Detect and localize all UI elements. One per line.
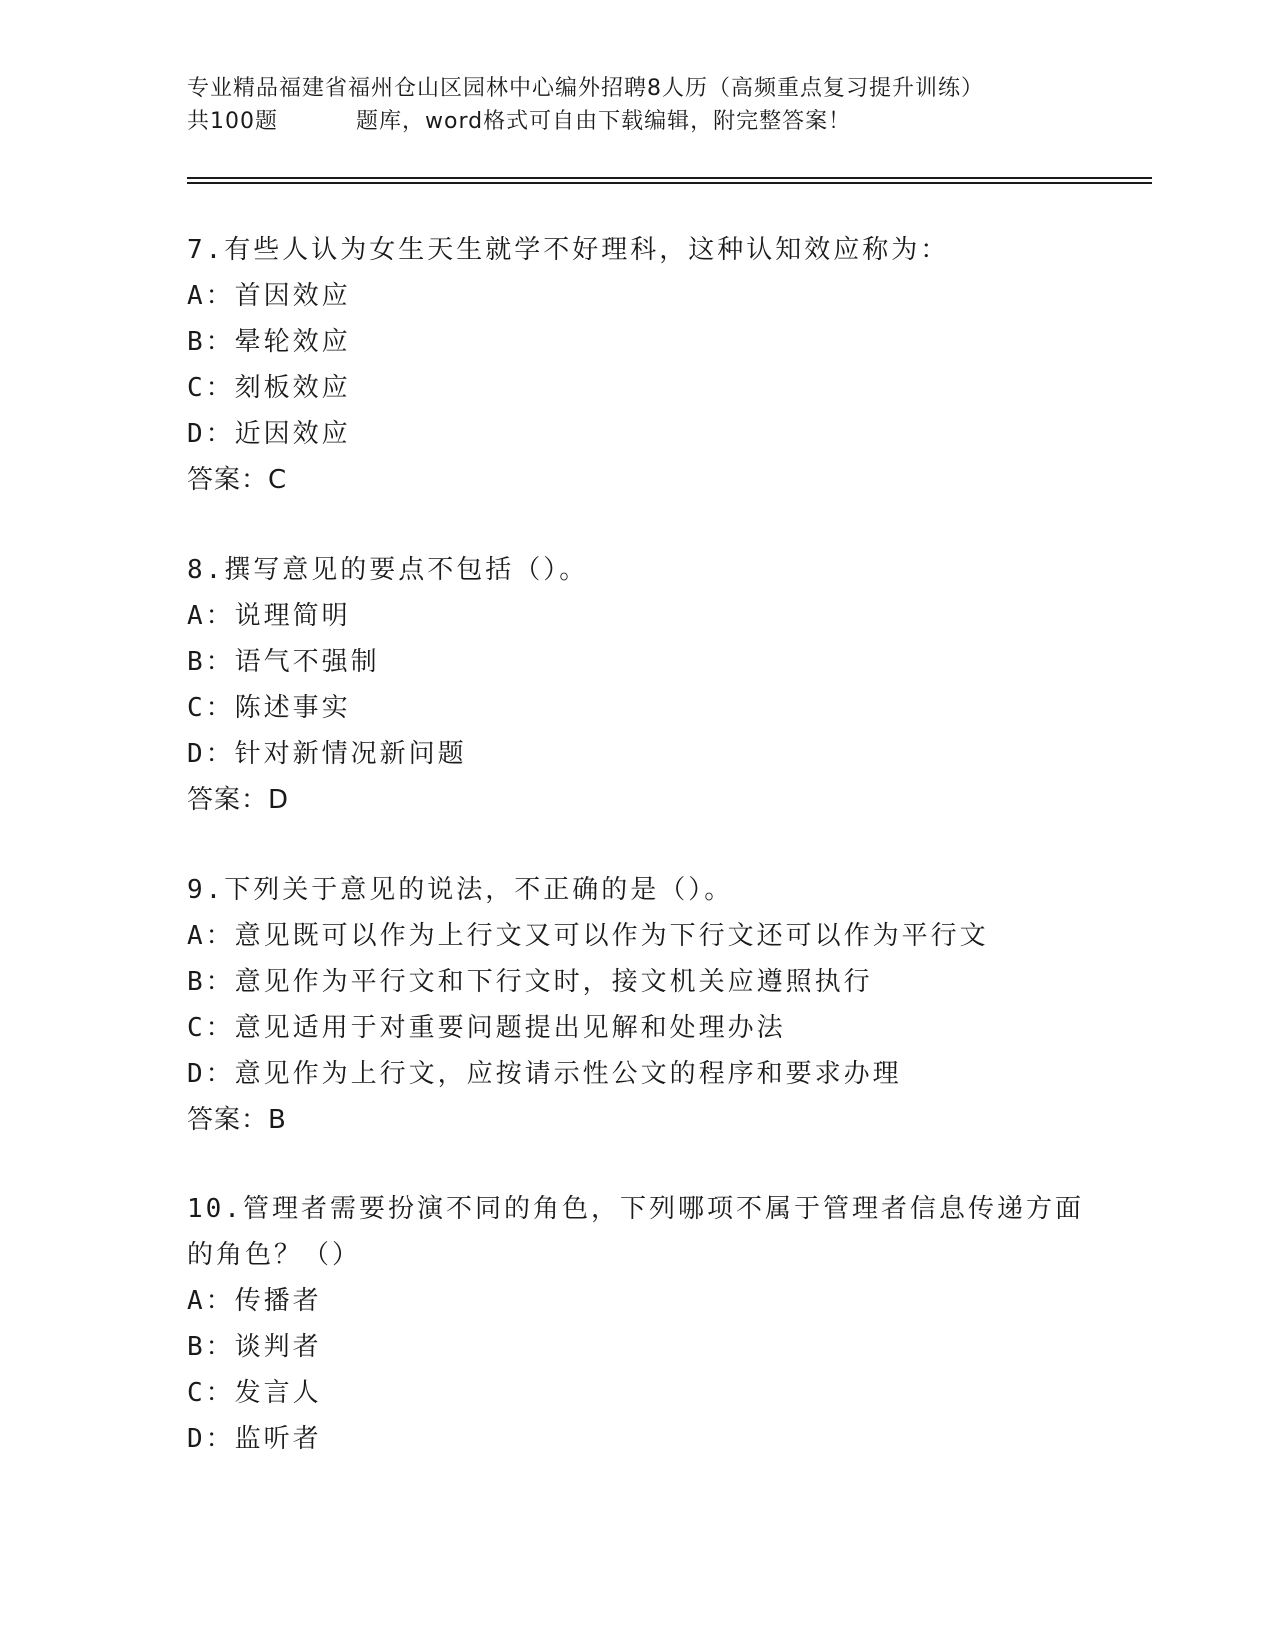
option-c: C：发言人 xyxy=(187,1378,322,1408)
header-subtitle xyxy=(187,105,1087,138)
header-divider-top xyxy=(187,177,1152,179)
question-block xyxy=(187,867,1087,1143)
answer-key: 答案：C xyxy=(187,465,288,495)
question-stem: 10.管理者需要扮演不同的角色，下列哪项不属于管理者信息传递方面 xyxy=(187,1194,1084,1224)
header-description: 题库，word格式可自由下载编辑，附完整答案！ xyxy=(356,109,852,134)
option-a: A：传播者 xyxy=(187,1286,322,1316)
option-d: D：监听者 xyxy=(187,1424,322,1454)
question-stem: 7.有些人认为女生天生就学不好理科，这种认知效应称为： xyxy=(187,235,950,265)
option-d: D：近因效应 xyxy=(187,419,351,449)
option-c: C：意见适用于对重要问题提出见解和处理办法 xyxy=(187,1013,786,1043)
option-b: B：谈判者 xyxy=(187,1332,322,1362)
question-stem-continued: 的角色？（） xyxy=(187,1240,362,1270)
option-a: A：说理简明 xyxy=(187,601,351,631)
answer-key: 答案：D xyxy=(187,785,290,815)
question-stem: 8.撰写意见的要点不包括（）。 xyxy=(187,555,589,585)
option-b: B：晕轮效应 xyxy=(187,327,351,357)
document-header xyxy=(187,72,1087,138)
option-d: D：意见作为上行文，应按请示性公文的程序和要求办理 xyxy=(187,1059,902,1089)
header-title: 专业精品福建省福州仓山区园林中心编外招聘8人历（高频重点复习提升训练） xyxy=(187,76,984,101)
header-divider-bottom xyxy=(187,182,1152,184)
option-b: B：语气不强制 xyxy=(187,647,380,677)
answer-key: 答案：B xyxy=(187,1105,287,1135)
header-question-count: 共100题 xyxy=(187,109,278,134)
option-a: A：意见既可以作为上行文又可以作为下行文还可以作为平行文 xyxy=(187,921,989,951)
question-block xyxy=(187,1186,1087,1462)
option-c: C：刻板效应 xyxy=(187,373,351,403)
question-block xyxy=(187,547,1087,823)
option-c: C：陈述事实 xyxy=(187,693,351,723)
option-d: D：针对新情况新问题 xyxy=(187,739,467,769)
option-a: A：首因效应 xyxy=(187,281,351,311)
question-block xyxy=(187,227,1087,503)
option-b: B：意见作为平行文和下行文时，接文机关应遵照执行 xyxy=(187,967,873,997)
question-stem: 9.下列关于意见的说法，不正确的是（）。 xyxy=(187,875,734,905)
